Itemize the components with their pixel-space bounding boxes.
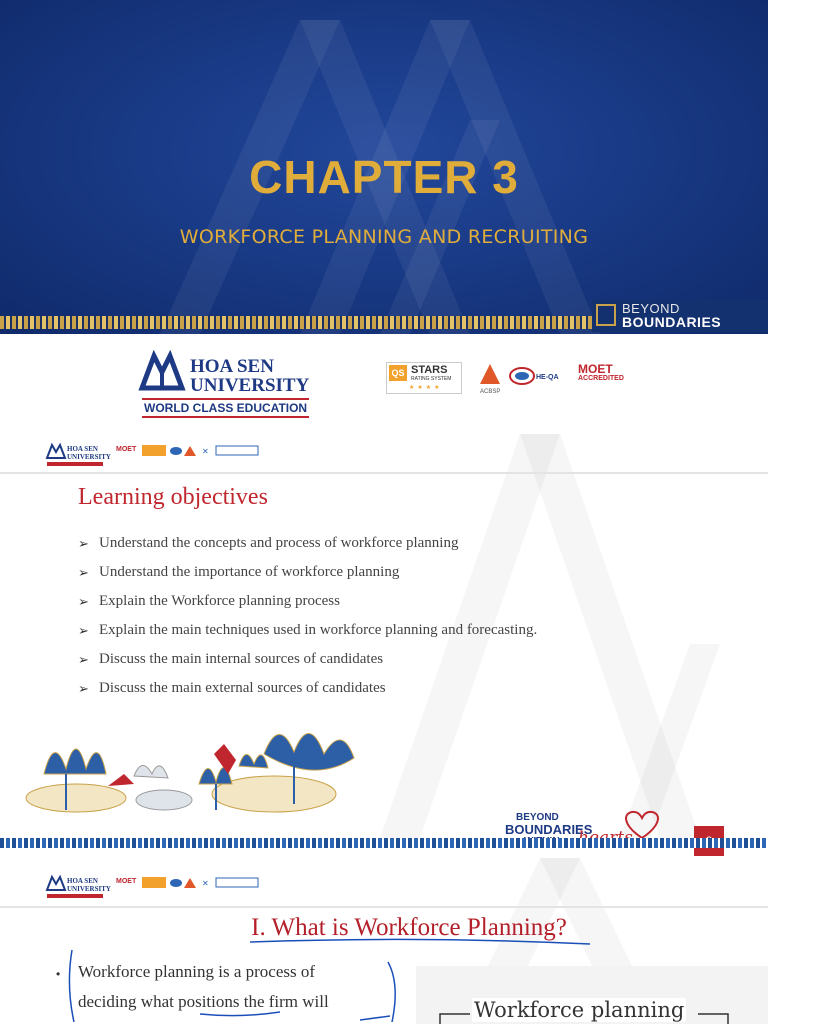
brand-line-2: BOUNDARIES xyxy=(622,314,722,330)
beyond-boundaries-logo xyxy=(592,300,768,332)
objective-text: Discuss the main external sources of candidates xyxy=(99,680,386,696)
hoa-sen-lotus-icon xyxy=(140,348,184,390)
svg-text:✕: ✕ xyxy=(202,879,209,888)
heart-icon xyxy=(620,810,664,840)
header-divider xyxy=(0,906,768,908)
brand-line-1: BEYOND xyxy=(622,301,680,316)
star-icon: ★★★★ xyxy=(409,385,443,391)
objective-text: Explain the Workforce planning process xyxy=(99,593,340,609)
objective-text: Explain the main techniques used in workforce planning and forecasting. xyxy=(99,622,538,638)
slide-header xyxy=(0,868,768,908)
header-divider xyxy=(0,472,768,474)
list-item xyxy=(78,534,538,553)
qs-rating-text: RATING SYSTEM xyxy=(411,376,452,382)
arrow-bullet-icon: ➢ xyxy=(78,681,89,696)
moet-subtitle: ACCREDITED xyxy=(578,375,624,382)
lotus-illustration xyxy=(24,714,364,824)
qs-stars-badge xyxy=(386,362,462,394)
diagram-label: Workforce planning xyxy=(474,998,685,1022)
svg-text:MOET: MOET xyxy=(116,878,137,885)
moet-title: MOET xyxy=(578,362,613,376)
mini-accreditation-icons xyxy=(116,444,260,458)
accreditation-logo-strip xyxy=(0,334,768,424)
list-item xyxy=(78,679,538,698)
mini-university-logo xyxy=(46,874,111,900)
mini-university-logo xyxy=(46,442,111,468)
logo-mark-icon xyxy=(596,304,616,326)
arrow-bullet-icon: ➢ xyxy=(78,623,89,638)
list-item xyxy=(78,650,538,669)
svg-text:HOA SEN: HOA SEN xyxy=(67,445,98,453)
svg-text:MOET: MOET xyxy=(116,446,137,453)
svg-text:HE-QA: HE-QA xyxy=(536,374,559,381)
svg-text:UNIVERSITY: UNIVERSITY xyxy=(67,885,111,893)
mini-accreditation-icons xyxy=(116,876,260,890)
list-item xyxy=(78,563,538,582)
footer-brand-beyond: BEYOND xyxy=(516,812,559,823)
chapter-subtitle: WORKFORCE PLANNING AND RECRUITING xyxy=(179,226,589,248)
svg-text:UNIVERSITY: UNIVERSITY xyxy=(67,453,111,461)
list-item xyxy=(78,621,538,640)
acbsp-accreditation-icons xyxy=(478,362,568,396)
footer-brand-boundaries: BOUNDARIES xyxy=(505,822,593,837)
chapter-title: CHAPTER 3 xyxy=(249,151,519,203)
handwritten-bracket-annotation xyxy=(60,946,410,1024)
arrow-bullet-icon: ➢ xyxy=(78,594,89,609)
definition-line-1: Workforce planning is a process of xyxy=(78,962,316,981)
university-name-line-2: UNIVERSITY xyxy=(190,375,310,396)
svg-text:HOA SEN: HOA SEN xyxy=(67,877,98,885)
definition-line-2: deciding what positions the firm will xyxy=(78,992,329,1011)
bullet-icon: • xyxy=(56,967,61,981)
qs-stars-text: STARS xyxy=(411,364,448,376)
chapter-title-slide xyxy=(0,0,768,334)
objectives-title: Learning objectives xyxy=(78,484,268,510)
objective-text: Understand the importance of workforce planning xyxy=(99,564,400,580)
svg-text:✕: ✕ xyxy=(202,447,209,456)
university-tagline: WORLD CLASS EDUCATION xyxy=(142,398,309,418)
arrow-bullet-icon: ➢ xyxy=(78,565,89,580)
decorative-blue-band xyxy=(0,838,768,848)
list-item xyxy=(78,592,538,611)
objective-text: Discuss the main internal sources of candidates xyxy=(99,651,384,667)
qs-mark: QS xyxy=(389,365,407,381)
section-title: I. What is Workforce Planning? xyxy=(251,914,567,941)
acbsp-text: ACBSP xyxy=(480,389,501,395)
arrow-bullet-icon: ➢ xyxy=(78,652,89,667)
slide-header xyxy=(0,436,768,476)
objectives-list xyxy=(78,534,538,708)
university-name-line-1: HOA SEN xyxy=(190,356,274,377)
objective-text: Understand the concepts and process of workforce planning xyxy=(99,535,459,551)
arrow-bullet-icon: ➢ xyxy=(78,536,89,551)
